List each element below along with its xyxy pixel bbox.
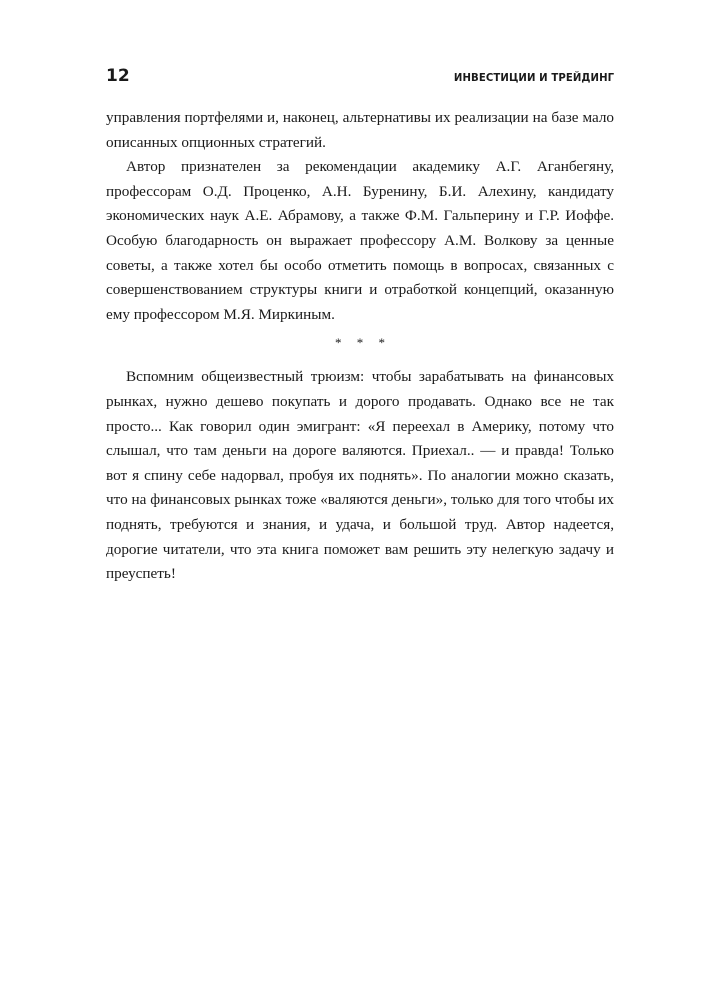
paragraph-continuation: управления портфелями и, наконец, альтернативы их реализации на базе мало описанных опционных стратегий.	[106, 109, 614, 151]
paragraph-truism: Вспомним общеизвестный трюизм: чтобы зарабатывать на финансовых рынках, нужно дешево покупать и дорого продавать. Однако все не так просто... Как говорил один эмигрант: «Я переехал в Америку, потому что слышал, что там деньги на дороге валяются. Приехал.. — и правда! Только вот я спину себе надорвал, пробуя их поднять». По аналогии можно сказать, что на финансовых рынках тоже «валяются деньги», только для того чтобы их поднять, требуются и знания, и удача, и большой труд. Автор надеется, дорогие читатели, что эта книга поможет вам решить эту нелегкую задачу и преуспеть!	[106, 368, 614, 583]
page-number: 12	[106, 66, 130, 86]
running-header	[106, 66, 614, 90]
running-title: ИНВЕСТИЦИИ И ТРЕЙДИНГ	[453, 71, 614, 84]
body-text	[106, 106, 614, 587]
paragraph-acknowledgements: Автор признателен за рекомендации академику А.Г. Аганбегяну, профессорам О.Д. Проценко, А.Н. Буренину, Б.И. Алехину, кандидату экономических наук А.Е. Абрамову, а также Ф.М. Гальперину и Г.Р. Иоффе. Особую благодарность он выражает профессору А.М. Волкову за ценные советы, а также хотел бы особо отметить помощь в вопросах, связанных с совершенствованием структуры книги и отработкой концепций, оказанную ему профессором М.Я. Миркиным.	[106, 158, 614, 323]
section-break-asterisks: * * *	[335, 335, 391, 351]
